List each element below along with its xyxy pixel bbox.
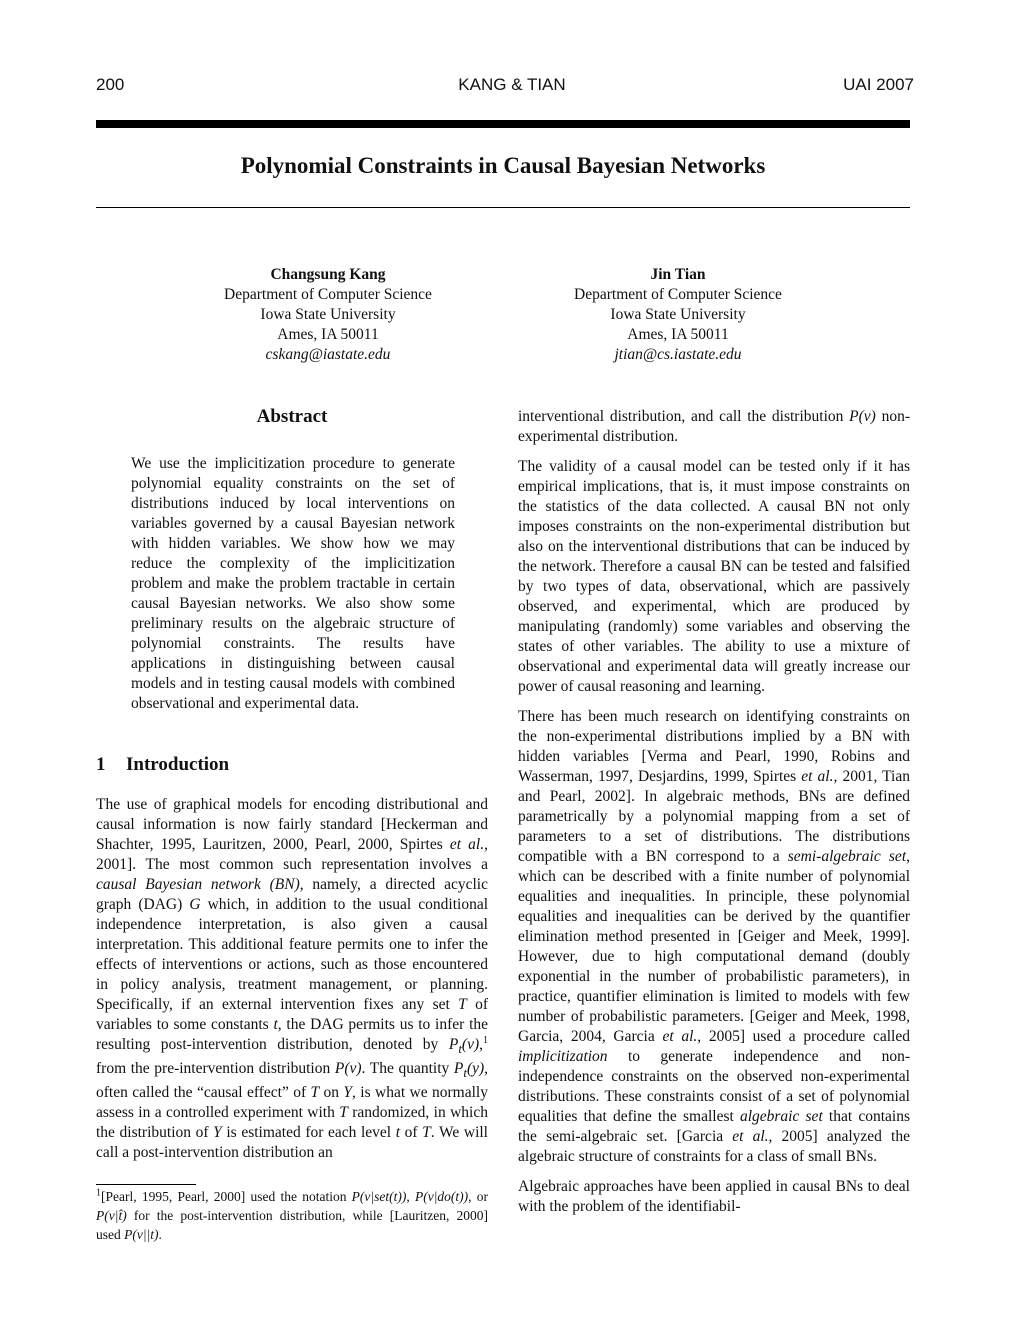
body-paragraph: There has been much research on identifying constraints on the non-experimental distributions implied by a BN with hidden variables [Verma and Pearl, 1990, Robins and Wasserman, 1997, Desjardins, 1999, Spirtes et al., 2001, Tian and Pearl, 2002]. In algebraic methods, BNs are defined parametrically by a polynomial mapping from a set of parameters to a set of distributions. The distributions compatible with a BN correspond to a semi-algebraic set, which can be described with a finite number of polynomial equalities and inequalities. In principle, these polynomial equalities and inequalities can be derived by the quantifier elimination method presented in [Geiger and Meek, 1999]. However, due to high computational demand (doubly exponential in the number of probabilistic parameters), in practice, quantifier elimination is limited to models with few number of probabilistic parameters. [Geiger and Meek, 1998, Garcia, 2004, Garcia et al., 2005] used a procedure called implicitization to generate independence and non-independence constraints on the observed non-experimental distributions. These constraints consist of a set of polynomial equalities that define the smallest algebraic set that contains the semi-algebraic set. [Garcia et al., 2005] analyzed the algebraic structure of constraints for a class of small BNs. xyxy=(518,708,910,1165)
venue-label: UAI 2007 xyxy=(843,75,914,94)
author-email: jtian@cs.iastate.edu xyxy=(614,346,742,363)
body-paragraph: interventional distribution, and call the distribution P(v) non-experimental distribution. xyxy=(518,408,910,445)
author-department: Department of Computer Science xyxy=(574,286,782,303)
body-paragraph: The validity of a causal model can be tested only if it has empirical implications, that is, it must impose constraints on the statistics of the data collected. A causal BN not only imposes constraints on the non-experimental distribution but also on the interventional distributions that can be induced by the network. Therefore a causal BN can be tested and falsified by two types of data, observational, which are passively observed, and experimental, which are produced by manipulating (randomly) some variables and observing the states of other variables. The ability to use a mixture of observational and experimental data will greatly increase our power of causal reasoning and learning. xyxy=(518,458,910,695)
author-block xyxy=(178,265,478,365)
footnote-rule xyxy=(96,1184,196,1185)
author-name: Changsung Kang xyxy=(270,266,386,283)
right-column xyxy=(518,407,910,1227)
author-location: Ames, IA 50011 xyxy=(277,326,379,343)
section-heading xyxy=(96,752,229,778)
section-title: Introduction xyxy=(126,754,230,775)
intro-paragraph: The use of graphical models for encoding distributional and causal information is now fairly standard [Heckerman and Shachter, 1995, Lauritzen, 2000, Pearl, 2000, Spirtes et al., 2001]. The most common such representation involves a causal Bayesian network (BN), namely, a directed acyclic graph (DAG) G which, in addition to the usual conditional independence interpretation, is also given a causal interpretation. This additional feature permits one to infer the effects of interventions or actions, such as those encountered in policy analysis, treatment management, or planning. Specifically, if an external intervention fixes any set T of variables to some constants t, the DAG permits us to infer the resulting post-intervention distribution, denoted by $P_t(v),^1$ from the pre-intervention distribution P(v). The quantity $P_t(y)$, often called the “causal effect” of T on Y, is what we normally assess in a controlled experiment with T randomized, in which the distribution of Y is estimated for each level t of T. We will call a post-intervention distribution an xyxy=(96,796,489,1162)
paper-title: Polynomial Constraints in Causal Bayesian Networks xyxy=(240,153,766,178)
section-number: 1 xyxy=(96,754,106,775)
title-top-rule xyxy=(96,120,910,128)
author-location: Ames, IA 50011 xyxy=(627,326,729,343)
footnote-marker: 1 xyxy=(483,1034,488,1046)
abstract-heading: Abstract xyxy=(256,406,328,427)
author-department: Department of Computer Science xyxy=(224,286,432,303)
author-university: Iowa State University xyxy=(610,306,746,323)
author-name: Jin Tian xyxy=(650,266,706,283)
body-paragraph: Algebraic approaches have been applied in causal BNs to deal with the problem of the identifiabil- xyxy=(518,1178,910,1215)
author-university: Iowa State University xyxy=(260,306,396,323)
page-number: 200 xyxy=(96,75,125,94)
author-email: cskang@iastate.edu xyxy=(265,346,391,363)
running-title: KANG & TIAN xyxy=(458,75,566,94)
author-block xyxy=(528,265,828,365)
abstract-text: We use the implicitization procedure to generate polynomial equality constraints on the set of distributions induced by local interventions on variables governed by a causal Bayesian network with hidden variables. We show how we may reduce the complexity of the implicitization problem and make the problem tractable in certain causal Bayesian networks. We also show some preliminary results on the algebraic structure of polynomial constraints. The results have applications in distinguishing between causal models and in testing causal models with combined observational and experimental data. xyxy=(131,455,455,712)
footnote: $^1$[Pearl, 1995, Pearl, 2000] used the notation P(v|set(t)), P(v|do(t)), or P(v|t̂) for the post-intervention distribution, while [Lauritzen, 2000] used P(v||t). xyxy=(96,1187,489,1242)
title-bottom-rule xyxy=(96,207,910,208)
